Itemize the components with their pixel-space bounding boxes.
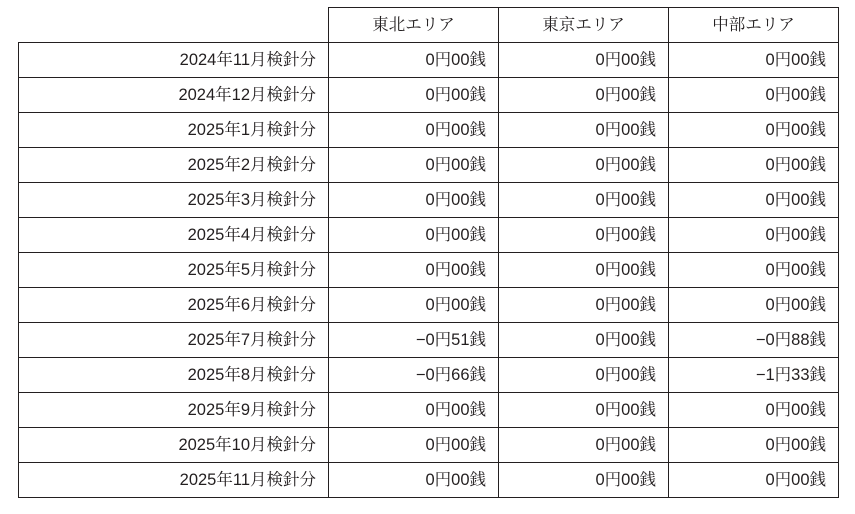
row-label: 2025年6月検針分 [19,288,329,323]
header-row [19,8,839,43]
cell-value: 0円00銭 [499,393,669,428]
cell-value: 0円00銭 [329,428,499,463]
cell-value: 0円00銭 [329,78,499,113]
row-label: 2025年3月検針分 [19,183,329,218]
row-label: 2025年10月検針分 [19,428,329,463]
table-row [19,428,839,463]
table-row [19,323,839,358]
table-row [19,463,839,498]
row-label: 2025年11月検針分 [19,463,329,498]
table-header [19,8,839,43]
column-header-area-3: 中部エリア [669,8,839,43]
cell-value: 0円00銭 [669,393,839,428]
cell-value: 0円00銭 [499,463,669,498]
cell-value: −0円51銭 [329,323,499,358]
cell-value: 0円00銭 [329,253,499,288]
cell-value: 0円00銭 [499,113,669,148]
table-row [19,43,839,78]
cell-value: 0円00銭 [669,148,839,183]
cell-value: 0円00銭 [329,43,499,78]
cell-value: 0円00銭 [669,288,839,323]
row-label: 2025年1月検針分 [19,113,329,148]
table-row [19,78,839,113]
cell-value: 0円00銭 [669,113,839,148]
cell-value: 0円00銭 [669,428,839,463]
table-row [19,113,839,148]
row-label: 2025年5月検針分 [19,253,329,288]
rate-adjustment-table [18,7,839,498]
row-label: 2025年7月検針分 [19,323,329,358]
cell-value: 0円00銭 [329,148,499,183]
cell-value: 0円00銭 [329,183,499,218]
cell-value: 0円00銭 [329,113,499,148]
table-row [19,148,839,183]
cell-value: 0円00銭 [669,218,839,253]
row-label: 2024年11月検針分 [19,43,329,78]
cell-value: 0円00銭 [329,218,499,253]
cell-value: 0円00銭 [329,393,499,428]
cell-value: 0円00銭 [329,463,499,498]
cell-value: 0円00銭 [669,183,839,218]
table-row [19,288,839,323]
table-row [19,393,839,428]
row-label: 2025年4月検針分 [19,218,329,253]
cell-value: −1円33銭 [669,358,839,393]
table-sheet [0,7,855,514]
cell-value: 0円00銭 [499,218,669,253]
table-body [19,43,839,498]
corner-cell [19,8,329,43]
table-row [19,218,839,253]
cell-value: 0円00銭 [499,323,669,358]
cell-value: 0円00銭 [669,78,839,113]
cell-value: 0円00銭 [499,43,669,78]
cell-value: 0円00銭 [499,428,669,463]
cell-value: 0円00銭 [499,78,669,113]
cell-value: 0円00銭 [669,253,839,288]
table-row [19,358,839,393]
cell-value: 0円00銭 [499,253,669,288]
cell-value: −0円66銭 [329,358,499,393]
table-row [19,183,839,218]
column-header-area-2: 東京エリア [499,8,669,43]
column-header-area-1: 東北エリア [329,8,499,43]
row-label: 2024年12月検針分 [19,78,329,113]
row-label: 2025年2月検針分 [19,148,329,183]
table-row [19,253,839,288]
cell-value: 0円00銭 [499,358,669,393]
cell-value: 0円00銭 [499,288,669,323]
row-label: 2025年8月検針分 [19,358,329,393]
cell-value: 0円00銭 [499,183,669,218]
cell-value: 0円00銭 [329,288,499,323]
row-label: 2025年9月検針分 [19,393,329,428]
cell-value: −0円88銭 [669,323,839,358]
cell-value: 0円00銭 [669,463,839,498]
cell-value: 0円00銭 [669,43,839,78]
cell-value: 0円00銭 [499,148,669,183]
